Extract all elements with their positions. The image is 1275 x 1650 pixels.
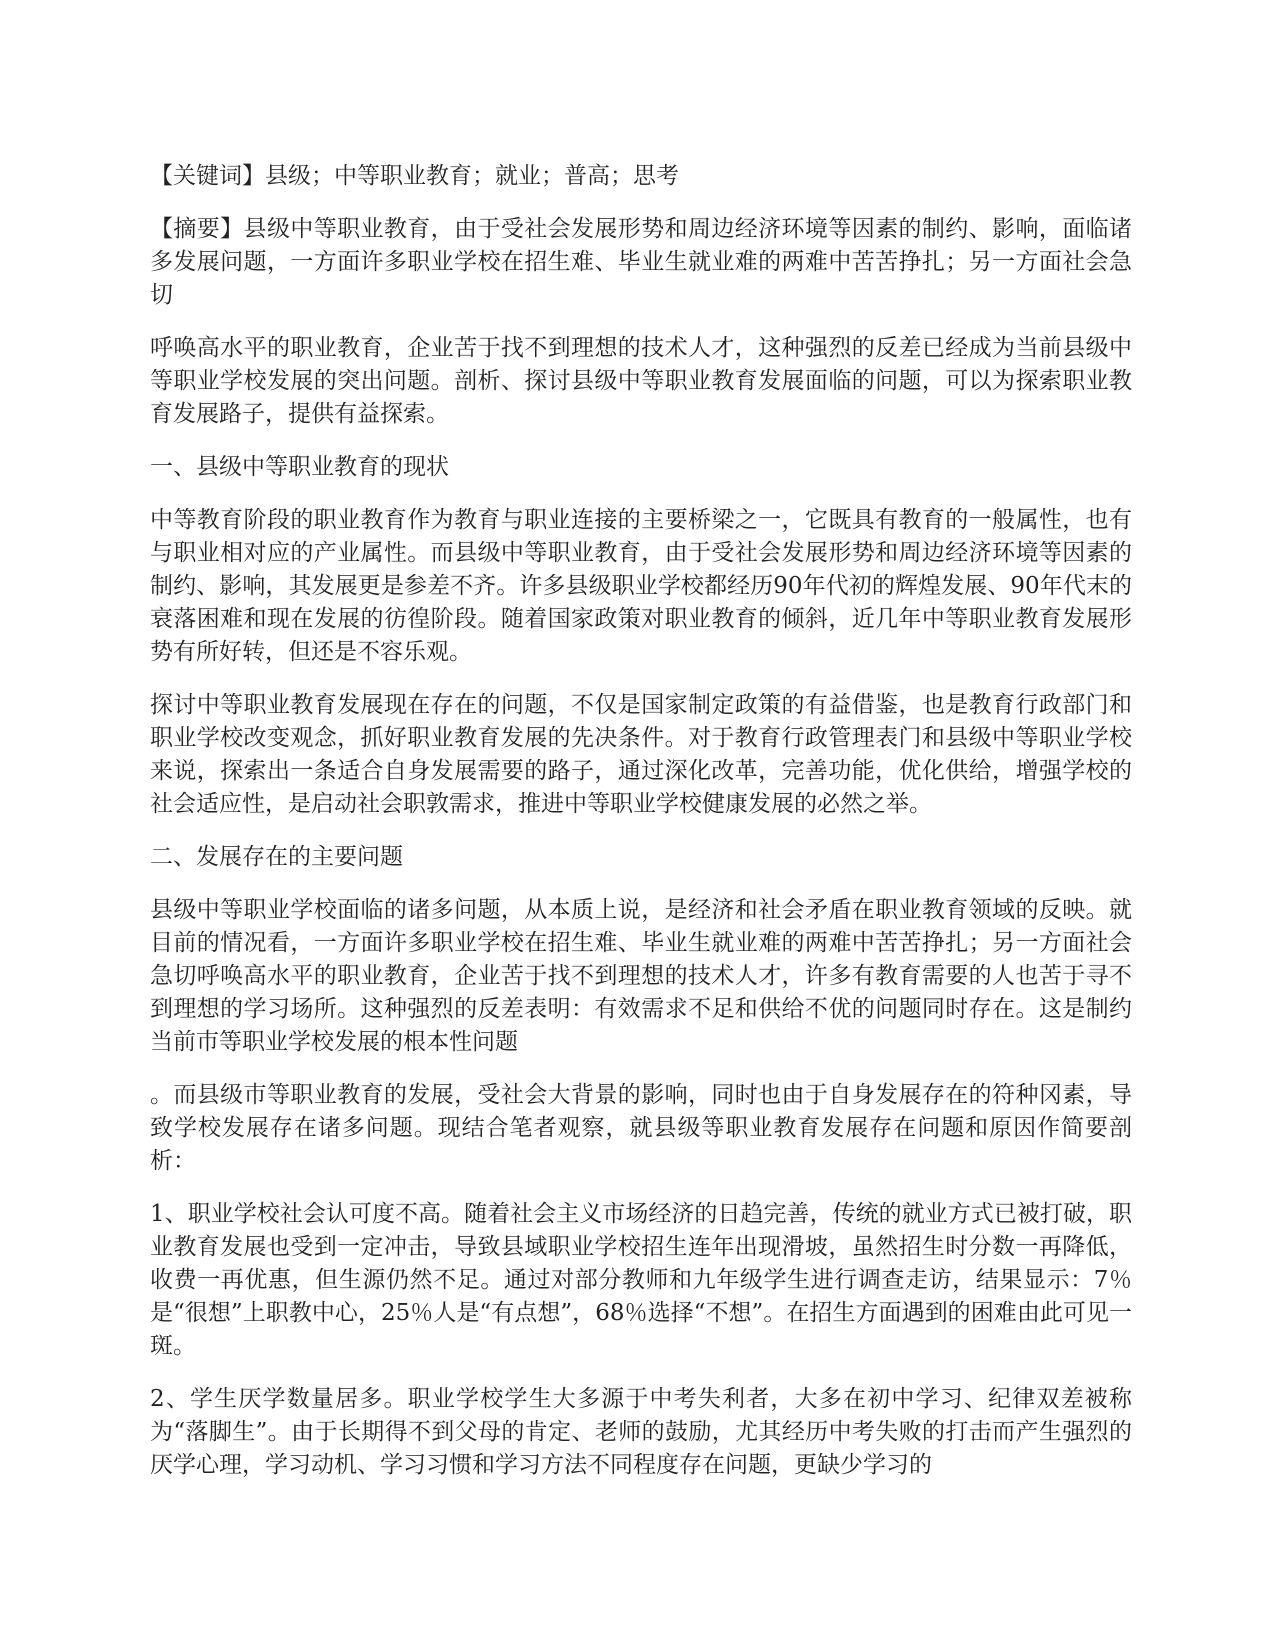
body-paragraph: 中等教育阶段的职业教育作为教育与职业连接的主要桥梁之一，它既具有教育的一般属性，也有与职业相对应的产业属性。而县级中等职业教育，由于受社会发展形势和周边经济环境等因素的制约、影响，其发展更是参差不齐。许多县级职业学校都经历90年代初的辉煌发展、90年代末的衰落困难和现在发展的彷徨阶段。随着国家政策对职业教育的倾斜，近几年中等职业教育发展形势有所好转，但还是不容乐观。	[150, 507, 1132, 665]
abstract-paragraph: 【摘要】县级中等职业教育，由于受社会发展形势和周边经济环境等因素的制约、影响，面临诸多发展问题，一方面许多职业学校在招生难、毕业生就业难的两难中苦苦挣扎；另一方面社会急切	[150, 216, 1132, 308]
list-item-paragraph: 1、职业学校社会认可度不高。随着社会主义市场经济的日趋完善，传统的就业方式已被打破，职业教育发展也受到一定冲击，导致县域职业学校招生连年出现滑坡，虽然招生时分数一再降低，收费一再优惠，但生源仍然不足。通过对部分教师和九年级学生进行调查走访，结果显示：7％是“很想”上职教中心，25％人是“有点想”，68％选择“不想”。在招生方面遇到的困难由此可见一斑。	[150, 1201, 1132, 1359]
list-item-paragraph: 2、学生厌学数量居多。职业学校学生大多源于中考失利者，大多在初中学习、纪律双差被称为“落脚生”。由于长期得不到父母的肯定、老师的鼓励，尤其经历中考失败的打击而产生强烈的厌学心理，学习动机、学习习惯和学习方法不同程度存在问题，更缺少学习的	[150, 1386, 1132, 1478]
body-paragraph: 县级中等职业学校面临的诸多问题，从本质上说，是经济和社会矛盾在职业教育领域的反映。就目前的情况看，一方面许多职业学校在招生难、毕业生就业难的两难中苦苦挣扎；另一方面社会急切呼唤高水平的职业教育，企业苦于找不到理想的技术人才，许多有教育需要的人也苦于寻不到理想的学习场所。这种强烈的反差表明：有效需求不足和供给不优的问题同时存在。这是制约当前巿等职业学校发展的根本性问题	[150, 897, 1132, 1055]
body-paragraph: 探讨中等职业教育发展现在存在的问题，不仅是国家制定政策的有益借鉴，也是教育行政部门和职业学校改变观念，抓好职业教育发展的先决条件。对于教育行政管理表门和县级中等职业学校来说，探索出一条适合自身发展需要的路子，通过深化改革，完善功能，优化供给，增强学校的社会适应性，是启动社会职敦需求，推进中等职业学校健康发展的必然之举。	[150, 692, 1132, 817]
section-heading: 一、县级中等职业教育的现状	[150, 454, 449, 480]
document-body	[150, 160, 1132, 1502]
body-paragraph: 。而县级巿等职业教育的发展，受社会大背景的影响，同时也由于自身发展存在的符种冈素，导致学校发展存在诸多问题。现结合笔者观察，就县级等职业教育发展存在问题和原因作简要剖析：	[150, 1082, 1132, 1174]
body-paragraph: 呼唤高水平的职业教育，企业苦于找不到理想的技术人才，这种强烈的反差已经成为当前县级中等职业学校发展的突出问题。剖析、探讨县级中等职业教育发展面临的问题，可以为探索职业教育发展路子，提供有益探索。	[150, 335, 1132, 427]
keywords-paragraph: 【关键词】县级；中等职业教育；就业；普高；思考	[150, 163, 679, 189]
section-heading: 二、发展存在的主要问题	[150, 844, 403, 870]
